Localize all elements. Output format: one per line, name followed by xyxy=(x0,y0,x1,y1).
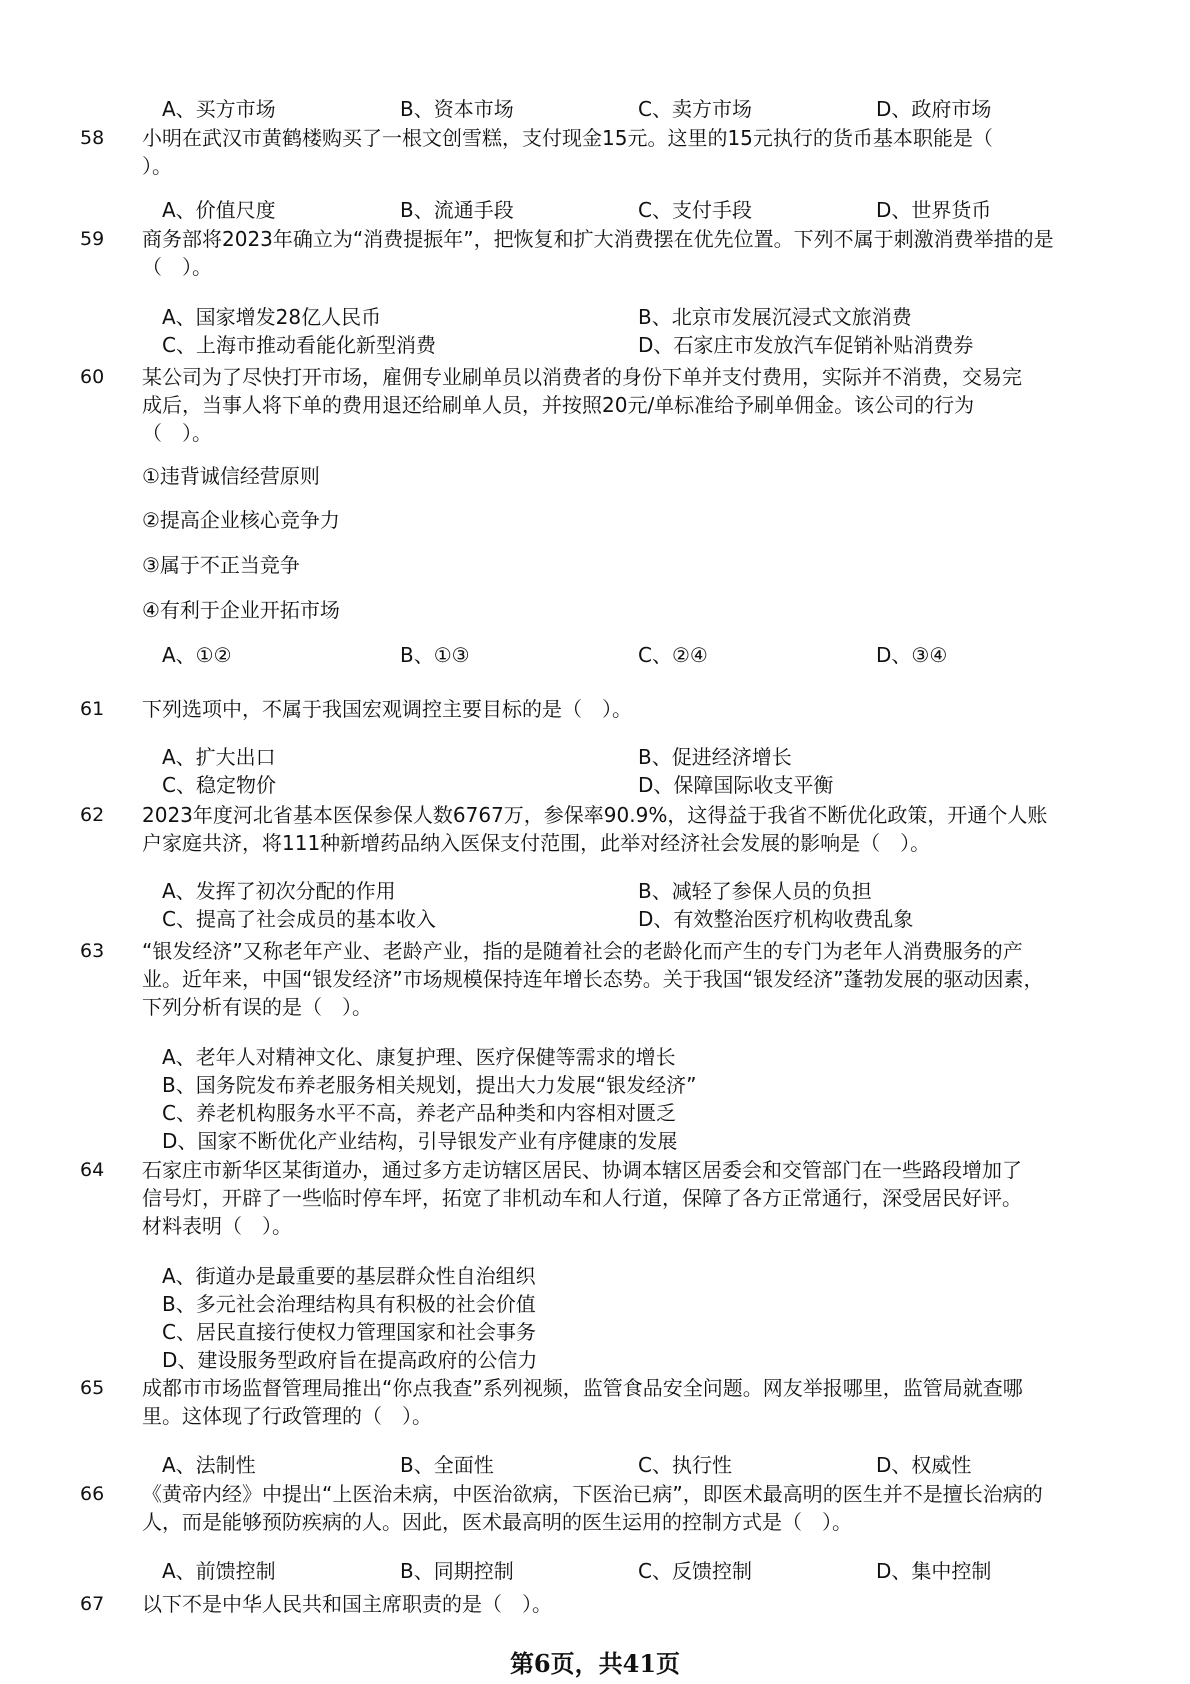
option-b: B、①③ xyxy=(400,643,470,667)
question-stem-line: ）。 xyxy=(142,154,172,178)
question-stem-line: 材料表明（ ）。 xyxy=(142,1214,292,1238)
option-c: C、上海市推动看能化新型消费 xyxy=(162,333,436,357)
statement-item: ④有利于企业开拓市场 xyxy=(142,598,340,622)
option-a: A、老年人对精神文化、康复护理、医疗保健等需求的增长 xyxy=(162,1045,676,1069)
option-c: C、支付手段 xyxy=(638,198,752,222)
question-number: 64 xyxy=(80,1159,105,1181)
option-a: A、价值尺度 xyxy=(162,198,276,222)
option-a: A、前馈控制 xyxy=(162,1559,276,1583)
question-stem-line: 人，而是能够预防疾病的人。因此，医术最高明的医生运用的控制方式是（ ）。 xyxy=(142,1510,852,1534)
question-stem-line: 成后，当事人将下单的费用退还给刷单人员，并按照20元/单标准给予刷单佣金。该公司的行为 xyxy=(142,393,975,417)
statement-item: ②提高企业核心竞争力 xyxy=(142,508,340,532)
option-b: B、减轻了参保人员的负担 xyxy=(638,879,872,903)
option-b: B、促进经济增长 xyxy=(638,745,792,769)
option-a: A、国家增发28亿人民币 xyxy=(162,305,382,329)
option-d: D、有效整治医疗机构收费乱象 xyxy=(638,907,914,931)
option-d: D、权威性 xyxy=(876,1453,972,1477)
option-d: D、③④ xyxy=(876,643,948,667)
question-stem-line: 2023年度河北省基本医保参保人数6767万，参保率90.9%，这得益于我省不断优化政策，开通个人账 xyxy=(142,803,1048,827)
statement-item: ③属于不正当竞争 xyxy=(142,553,300,577)
question-stem-line: 小明在武汉市黄鹤楼购买了一根文创雪糕，支付现金15元。这里的15元执行的货币基本职能是（ xyxy=(142,126,993,150)
option-c: C、提高了社会成员的基本收入 xyxy=(162,907,436,931)
option-d: D、建设服务型政府旨在提高政府的公信力 xyxy=(162,1348,538,1372)
option-b: B、同期控制 xyxy=(400,1559,514,1583)
question-number: 62 xyxy=(80,804,105,826)
option-c: C、居民直接行使权力管理国家和社会事务 xyxy=(162,1320,536,1344)
option-a: A、扩大出口 xyxy=(162,745,276,769)
question-number: 66 xyxy=(80,1483,105,1505)
question-number: 63 xyxy=(80,940,105,962)
option-a: A、发挥了初次分配的作用 xyxy=(162,879,396,903)
question-number: 65 xyxy=(80,1377,105,1399)
q57-option-b: B、资本市场 xyxy=(400,97,514,121)
option-a: A、①② xyxy=(162,643,232,667)
option-a: A、街道办是最重要的基层群众性自治组织 xyxy=(162,1264,536,1288)
question-stem-line: 里。这体现了行政管理的（ ）。 xyxy=(142,1404,432,1428)
q57-option-a: A、买方市场 xyxy=(162,97,276,121)
q57-option-d: D、政府市场 xyxy=(876,97,992,121)
question-stem-line: 户家庭共济，将111种新增药品纳入医保支付范围，此举对经济社会发展的影响是（ ）。 xyxy=(142,831,931,855)
option-d: D、集中控制 xyxy=(876,1559,992,1583)
question-stem-line: 下列选项中，不属于我国宏观调控主要目标的是（ ）。 xyxy=(142,697,632,721)
question-stem-line: 商务部将2023年确立为“消费提振年”，把恢复和扩大消费摆在优先位置。下列不属于刺激消费举措的是 xyxy=(142,227,1054,251)
option-c: C、执行性 xyxy=(638,1453,732,1477)
option-d: D、石家庄市发放汽车促销补贴消费券 xyxy=(638,333,974,357)
option-b: B、北京市发展沉浸式文旅消费 xyxy=(638,305,912,329)
option-b: B、流通手段 xyxy=(400,198,514,222)
option-b: B、国务院发布养老服务相关规划，提出大力发展“银发经济” xyxy=(162,1073,697,1097)
option-c: C、稳定物价 xyxy=(162,773,276,797)
question-stem-line: （ ）。 xyxy=(142,255,212,279)
question-stem-line: 石家庄市新华区某街道办，通过多方走访辖区居民、协调本辖区居委会和交管部门在一些路段增加了 xyxy=(142,1158,1022,1182)
question-number: 67 xyxy=(80,1593,105,1615)
question-stem-line: 《黄帝内经》中提出“上医治未病，中医治欲病，下医治已病”，即医术最高明的医生并不是擅长治病的 xyxy=(142,1482,1043,1506)
option-a: A、法制性 xyxy=(162,1453,256,1477)
option-c: C、反馈控制 xyxy=(638,1559,752,1583)
question-stem-line: 业。近年来，中国“银发经济”市场规模保持连年增长态势。关于我国“银发经济”蓬勃发展的驱动因素， xyxy=(142,967,1044,991)
question-stem-line: 成都市市场监督管理局推出“你点我查”系列视频，监管食品安全问题。网友举报哪里，监管局就查哪 xyxy=(142,1376,1023,1400)
question-number: 60 xyxy=(80,366,105,388)
question-number: 58 xyxy=(80,127,105,149)
option-b: B、全面性 xyxy=(400,1453,494,1477)
page-footer: 第6页，共41页 xyxy=(509,1649,681,1678)
question-number: 61 xyxy=(80,698,105,720)
question-stem-line: （ ）。 xyxy=(142,421,212,445)
option-d: D、保障国际收支平衡 xyxy=(638,773,834,797)
option-d: D、世界货币 xyxy=(876,198,992,222)
option-c: C、养老机构服务水平不高，养老产品种类和内容相对匮乏 xyxy=(162,1101,676,1125)
question-stem-line: “银发经济”又称老年产业、老龄产业，指的是随着社会的老龄化而产生的专门为老年人消费服务的产 xyxy=(142,939,1023,963)
option-d: D、国家不断优化产业结构，引导银发产业有序健康的发展 xyxy=(162,1129,678,1153)
question-stem-line: 以下不是中华人民共和国主席职责的是（ ）。 xyxy=(142,1592,552,1616)
question-stem-line: 下列分析有误的是（ ）。 xyxy=(142,995,372,1019)
option-c: C、②④ xyxy=(638,643,708,667)
question-stem-line: 信号灯，开辟了一些临时停车坪，拓宽了非机动车和人行道，保障了各方正常通行，深受居民好评。 xyxy=(142,1186,1022,1210)
statement-item: ①违背诚信经营原则 xyxy=(142,464,320,488)
question-number: 59 xyxy=(80,228,105,250)
option-b: B、多元社会治理结构具有积极的社会价值 xyxy=(162,1292,536,1316)
q57-option-c: C、卖方市场 xyxy=(638,97,752,121)
question-stem-line: 某公司为了尽快打开市场，雇佣专业刷单员以消费者的身份下单并支付费用，实际并不消费，交易完 xyxy=(142,365,1022,389)
